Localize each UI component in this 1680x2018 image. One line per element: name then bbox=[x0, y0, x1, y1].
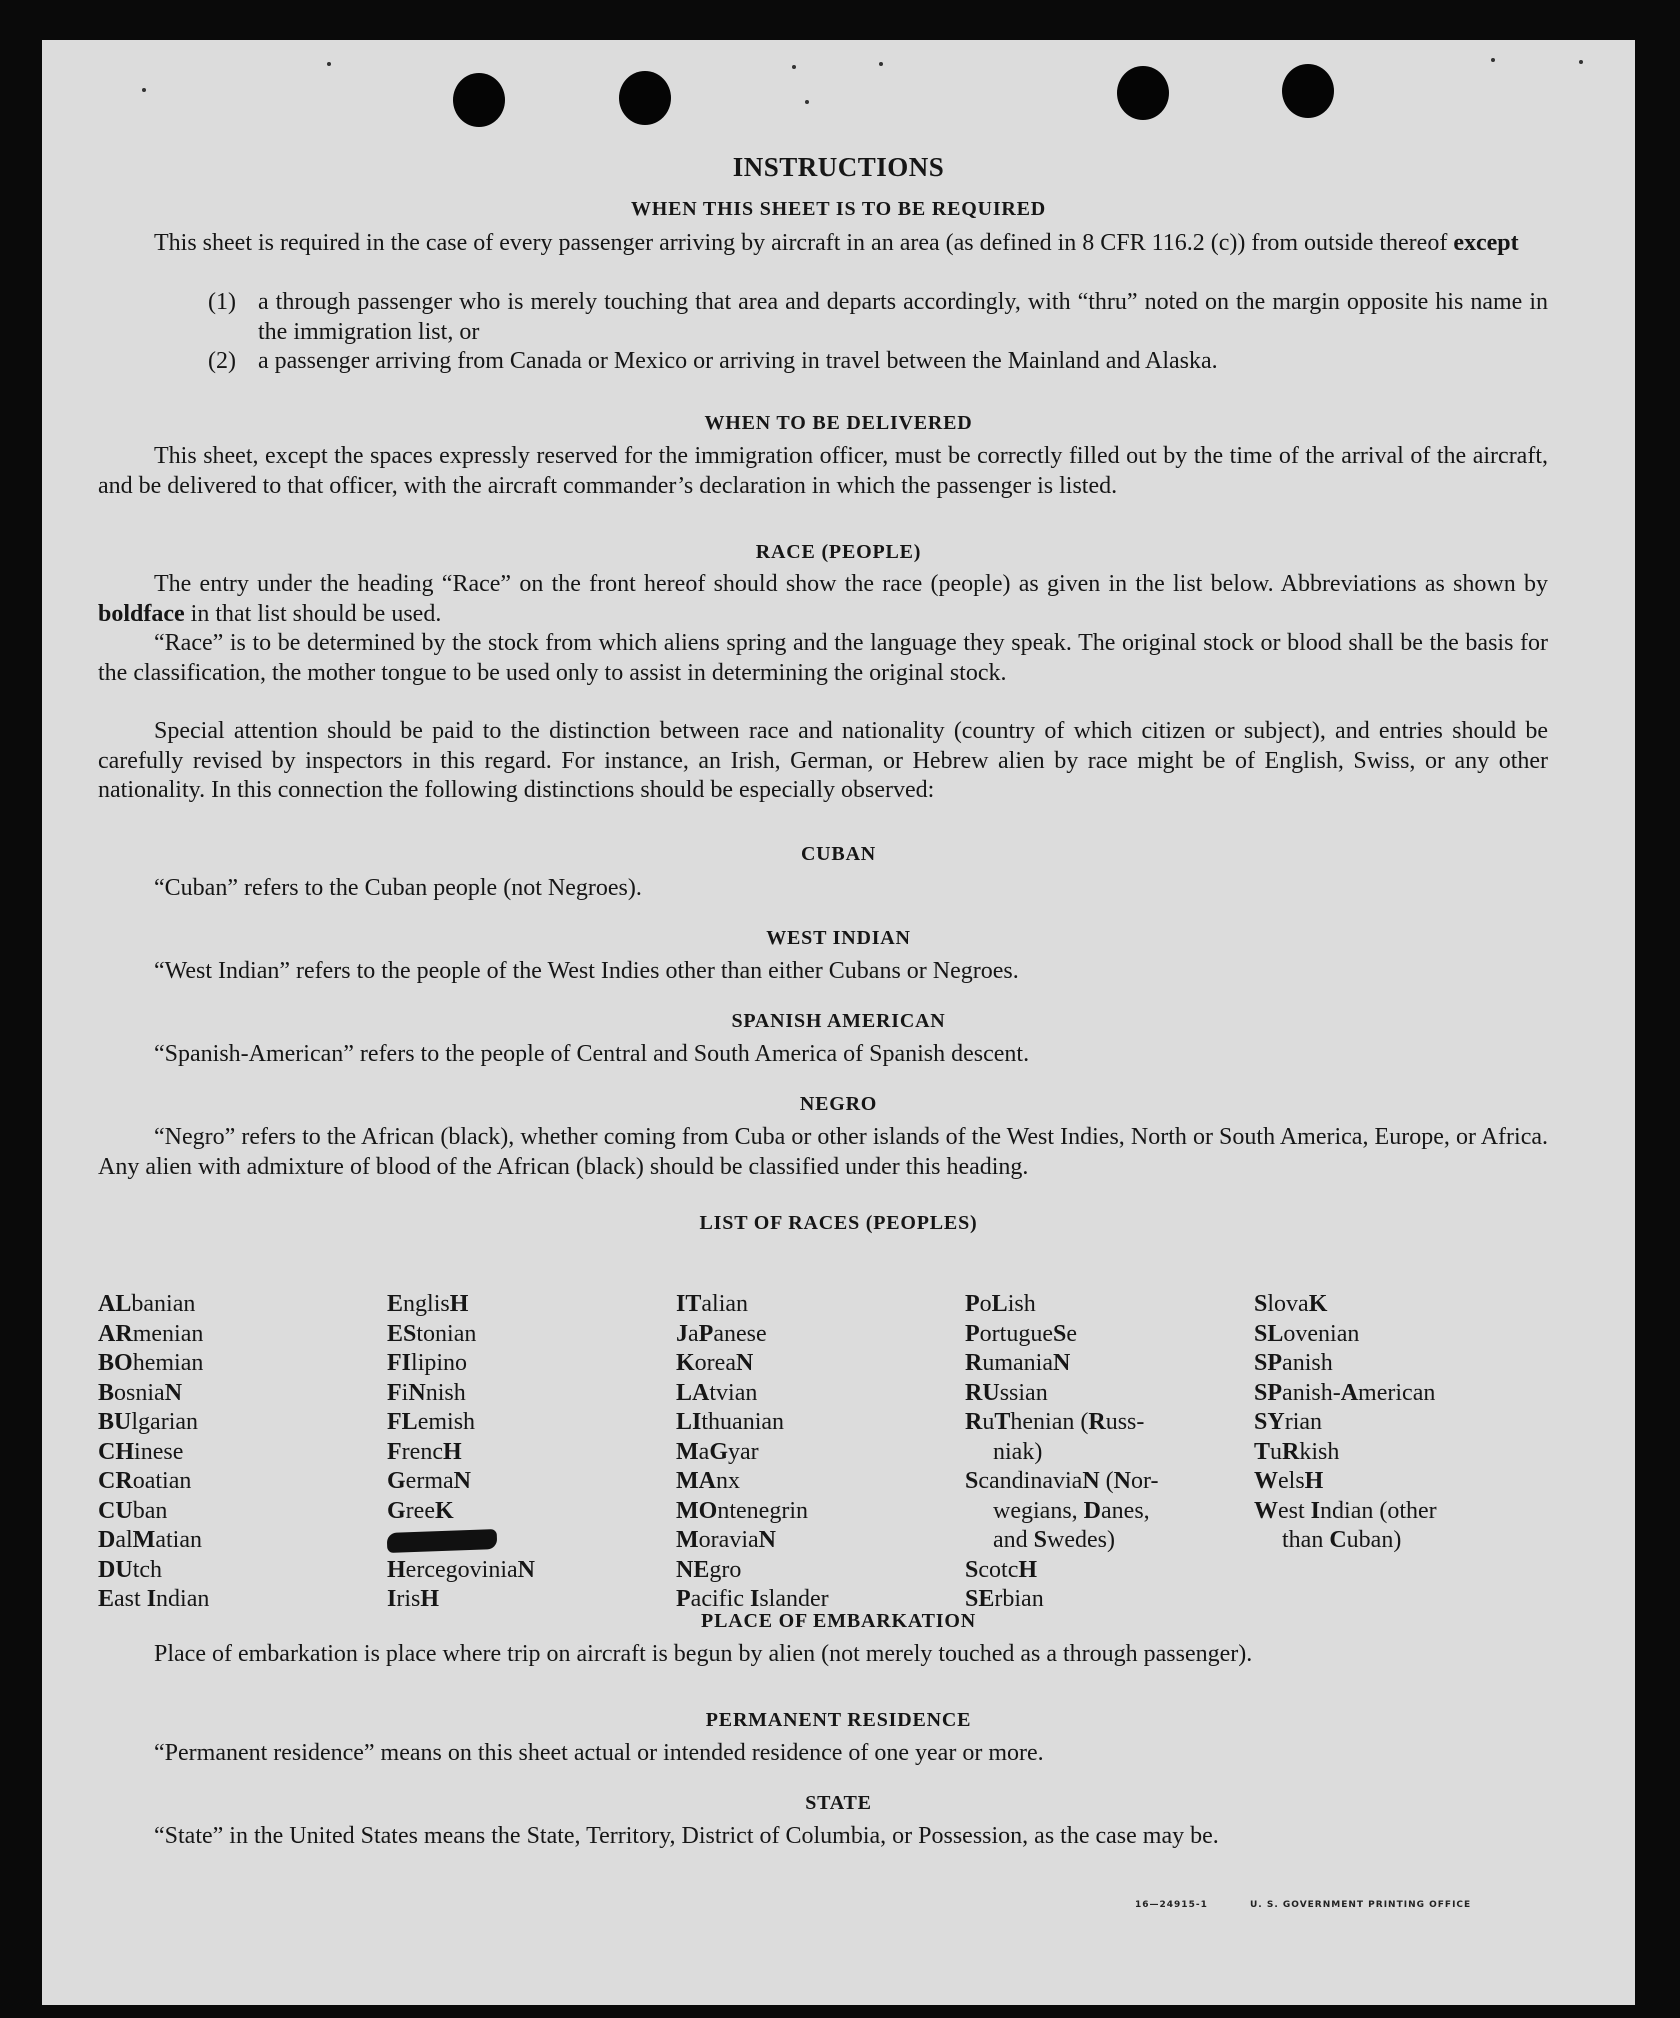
race-entry: Pacific Islander bbox=[676, 1586, 829, 1612]
race-column bbox=[98, 1290, 209, 1615]
race-column bbox=[387, 1290, 535, 1615]
race-entry: RumaniaN bbox=[965, 1350, 1071, 1376]
race-entry: HercegoviniaN bbox=[387, 1556, 535, 1583]
race-entry: MaGyar bbox=[676, 1438, 759, 1465]
permanent-residence-text: “Permanent residence” means on this sheet actual or intended residence of one year or more. bbox=[154, 1740, 1044, 1766]
race-entry: wegians, Danes, bbox=[993, 1497, 1150, 1524]
punch-hole bbox=[619, 71, 671, 125]
printer-imprint: U. S. GOVERNMENT PRINTING OFFICE bbox=[1250, 1900, 1472, 1910]
heading-permanent-residence: PERMANENT RESIDENCE bbox=[705, 1709, 972, 1731]
heading-spanish-american: SPANISH AMERICAN bbox=[731, 1010, 946, 1032]
race-entry: niak) bbox=[993, 1438, 1043, 1465]
race-entry: CUban bbox=[98, 1497, 168, 1524]
race-entry: and Swedes) bbox=[993, 1527, 1116, 1553]
state-text: “State” in the United States means the State, Territory, District of Columbia, or Possession, as the case may be. bbox=[154, 1823, 1219, 1849]
punch-hole bbox=[453, 73, 505, 127]
heading-state: STATE bbox=[805, 1792, 872, 1814]
race-entry: SYrian bbox=[1254, 1409, 1323, 1435]
race-entry: SPanish bbox=[1254, 1350, 1333, 1376]
race-entry: BosniaN bbox=[98, 1379, 183, 1406]
heading-when-required: WHEN THIS SHEET IS TO BE REQUIRED bbox=[630, 198, 1047, 220]
race-column bbox=[1254, 1290, 1437, 1556]
redacted-entry bbox=[387, 1526, 535, 1556]
race-entry: NEgro bbox=[676, 1556, 742, 1583]
race-entry: EStonian bbox=[387, 1320, 477, 1347]
speck bbox=[805, 100, 809, 104]
race-entry: FIlipino bbox=[387, 1350, 468, 1376]
heading-list-of-races: LIST OF RACES (PEOPLES) bbox=[699, 1212, 978, 1234]
race-entry: CRoatian bbox=[98, 1468, 192, 1494]
race-entry: SErbian bbox=[965, 1586, 1044, 1612]
race-entry: DUtch bbox=[98, 1556, 163, 1583]
race-entry: ALbanian bbox=[98, 1291, 196, 1317]
race-entry: FrencH bbox=[387, 1438, 462, 1465]
exception-item: (1) a through passenger who is merely touching that area and departs accordingly, with “thru” noted on the margin opposite his name in the immigration list, or bbox=[208, 289, 1548, 345]
heading-negro: NEGRO bbox=[799, 1093, 878, 1115]
heading-cuban: CUBAN bbox=[800, 843, 877, 865]
race-entry: GreeK bbox=[387, 1497, 454, 1524]
race-entry: LAtvian bbox=[676, 1379, 758, 1406]
heading-embarkation: PLACE OF EMBARKATION bbox=[701, 1610, 976, 1632]
redaction-mark bbox=[387, 1530, 498, 1554]
punch-hole bbox=[1117, 66, 1169, 120]
exception-item: (2) a passenger arriving from Canada or Mexico or arriving in travel between the Mainland and Alaska. bbox=[208, 348, 1218, 374]
race-entry: PortugueSe bbox=[965, 1320, 1078, 1347]
race-entry: GermaN bbox=[387, 1468, 471, 1494]
race-entry: MAnx bbox=[676, 1468, 740, 1494]
speck bbox=[1491, 58, 1495, 62]
race-entry: PoLish bbox=[965, 1291, 1036, 1317]
heading-when-delivered: WHEN TO BE DELIVERED bbox=[704, 412, 973, 434]
race-entry: SLovenian bbox=[1254, 1320, 1360, 1347]
speck bbox=[1579, 60, 1583, 64]
document-page bbox=[42, 40, 1635, 2005]
race-entry: WelsH bbox=[1254, 1468, 1324, 1494]
race-entry: DalMatian bbox=[98, 1527, 202, 1553]
race-entry: RuThenian (Russ- bbox=[965, 1409, 1145, 1435]
race-entry: IrisH bbox=[387, 1586, 440, 1612]
race-entry: MoraviaN bbox=[676, 1527, 776, 1553]
speck bbox=[142, 88, 146, 92]
race-paragraph-2: “Race” is to be determined by the stock from which aliens spring and the language they speak. The original stock or blood shall be the basis for the classification, the mother tongue to be used only to assist in determining the original stock. bbox=[98, 630, 1548, 686]
heading-race: RACE (PEOPLE) bbox=[755, 541, 922, 563]
race-entry: FLemish bbox=[387, 1409, 476, 1435]
race-entry: ScandinaviaN (Nor- bbox=[965, 1468, 1159, 1494]
race-entry: RUssian bbox=[965, 1379, 1048, 1406]
punch-hole bbox=[1282, 64, 1334, 118]
race-column bbox=[965, 1290, 1159, 1615]
race-column bbox=[676, 1290, 829, 1615]
race-entry: than Cuban) bbox=[1282, 1527, 1402, 1553]
race-entry: BOhemian bbox=[98, 1350, 204, 1376]
race-entry: ITalian bbox=[676, 1291, 749, 1317]
embarkation-text: Place of embarkation is place where trip on aircraft is begun by alien (not merely touched as a through passenger). bbox=[154, 1641, 1253, 1667]
when-required-intro: This sheet is required in the case of every passenger arriving by aircraft in an area (as defined in 8 CFR 116.2 (c)) from outside thereof except bbox=[154, 230, 1519, 256]
race-entry: BUlgarian bbox=[98, 1409, 199, 1435]
race-entry: MOntenegrin bbox=[676, 1497, 808, 1524]
cuban-text: “Cuban” refers to the Cuban people (not Negroes). bbox=[154, 875, 642, 901]
race-paragraph-3: Special attention should be paid to the distinction between race and nationality (country of which citizen or subject), and entries should be carefully revised by inspectors in this regard. For instance, an Irish, German, or Hebrew alien by race might be of English, Swiss, or any other nationality. In this connection the following distinctions should be especially observed: bbox=[98, 718, 1548, 803]
race-entry: ARmenian bbox=[98, 1320, 204, 1347]
heading-west-indian: WEST INDIAN bbox=[766, 927, 911, 949]
negro-text: “Negro” refers to the African (black), whether coming from Cuba or other islands of the West Indies, North or South America, Europe, or Africa. Any alien with admixture of blood of the African (black) should be classified under this heading. bbox=[98, 1124, 1548, 1180]
when-delivered-text: This sheet, except the spaces expressly reserved for the immigration officer, must be correctly filled out by the time of the arrival of the aircraft, and be delivered to that officer, with the aircraft commander’s declaration in which the passenger is listed. bbox=[98, 443, 1548, 499]
page-title: INSTRUCTIONS bbox=[732, 152, 945, 182]
race-entry: SlovaK bbox=[1254, 1291, 1328, 1317]
spanish-american-text: “Spanish-American” refers to the people of Central and South America of Spanish descent. bbox=[154, 1041, 1030, 1067]
race-entry: East Indian bbox=[98, 1586, 210, 1612]
race-entry: West Indian (other bbox=[1254, 1497, 1437, 1524]
race-entry: LIthuanian bbox=[676, 1409, 785, 1435]
race-entry: SPanish-American bbox=[1254, 1379, 1436, 1406]
speck bbox=[327, 62, 331, 66]
form-number: 16—24915-1 bbox=[1135, 1900, 1208, 1910]
race-entry: EnglisH bbox=[387, 1291, 469, 1317]
speck bbox=[879, 62, 883, 66]
race-entry: FiNnish bbox=[387, 1379, 466, 1406]
race-entry: CHinese bbox=[98, 1438, 184, 1465]
race-paragraph-1: The entry under the heading “Race” on the front hereof should show the race (people) as given in the list below. Abbreviations as shown by boldface in that list should be used. bbox=[98, 571, 1548, 627]
race-entry: KoreaN bbox=[676, 1350, 754, 1376]
race-entry: TuRkish bbox=[1254, 1438, 1340, 1465]
race-entry: ScotcH bbox=[965, 1556, 1038, 1583]
speck bbox=[792, 65, 796, 69]
race-entry: JaPanese bbox=[676, 1320, 767, 1347]
west-indian-text: “West Indian” refers to the people of the West Indies other than either Cubans or Negroes. bbox=[154, 958, 1019, 984]
